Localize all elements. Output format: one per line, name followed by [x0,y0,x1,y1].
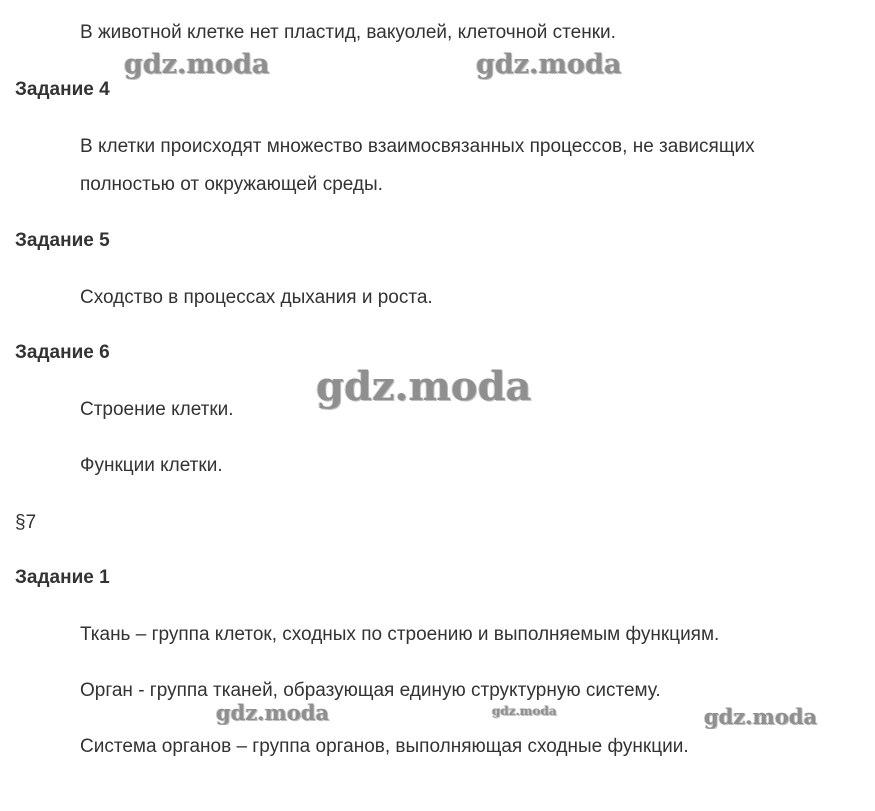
watermark: gdz.moda [476,49,622,80]
heading-task-4: Задание 4 [15,79,110,100]
section-number: §7 [15,512,37,533]
paragraph-task-1-line-3: Система органов – группа органов, выполняющая сходные функции. [80,736,689,757]
watermark: gdz.moda [124,49,270,80]
paragraph-task-6-line-2: Функции клетки. [80,455,223,476]
watermark: gdz.moda [216,700,330,725]
watermark: gdz.moda [704,704,818,729]
heading-task-5: Задание 5 [15,230,110,251]
paragraph-task-4-line-2: полностью от окружающей среды. [80,174,383,195]
paragraph-animal-cell: В животной клетке нет пластид, вакуолей, клеточной стенки. [80,22,616,43]
watermark: gdz.moda [316,363,532,410]
paragraph-task-1-line-1: Ткань – группа клеток, сходных по строению и выполняемым функциям. [80,624,720,645]
paragraph-task-6-line-1: Строение клетки. [80,399,234,420]
heading-task-6: Задание 6 [15,342,110,363]
watermark: gdz.moda [492,704,557,718]
paragraph-task-1-line-2: Орган - группа тканей, образующая единую структурную систему. [80,680,661,701]
paragraph-task-4-line-1: В клетки происходят множество взаимосвязанных процессов, не зависящих [80,136,755,157]
paragraph-task-5: Сходство в процессах дыхания и роста. [80,287,433,308]
heading-task-1: Задание 1 [15,567,110,588]
